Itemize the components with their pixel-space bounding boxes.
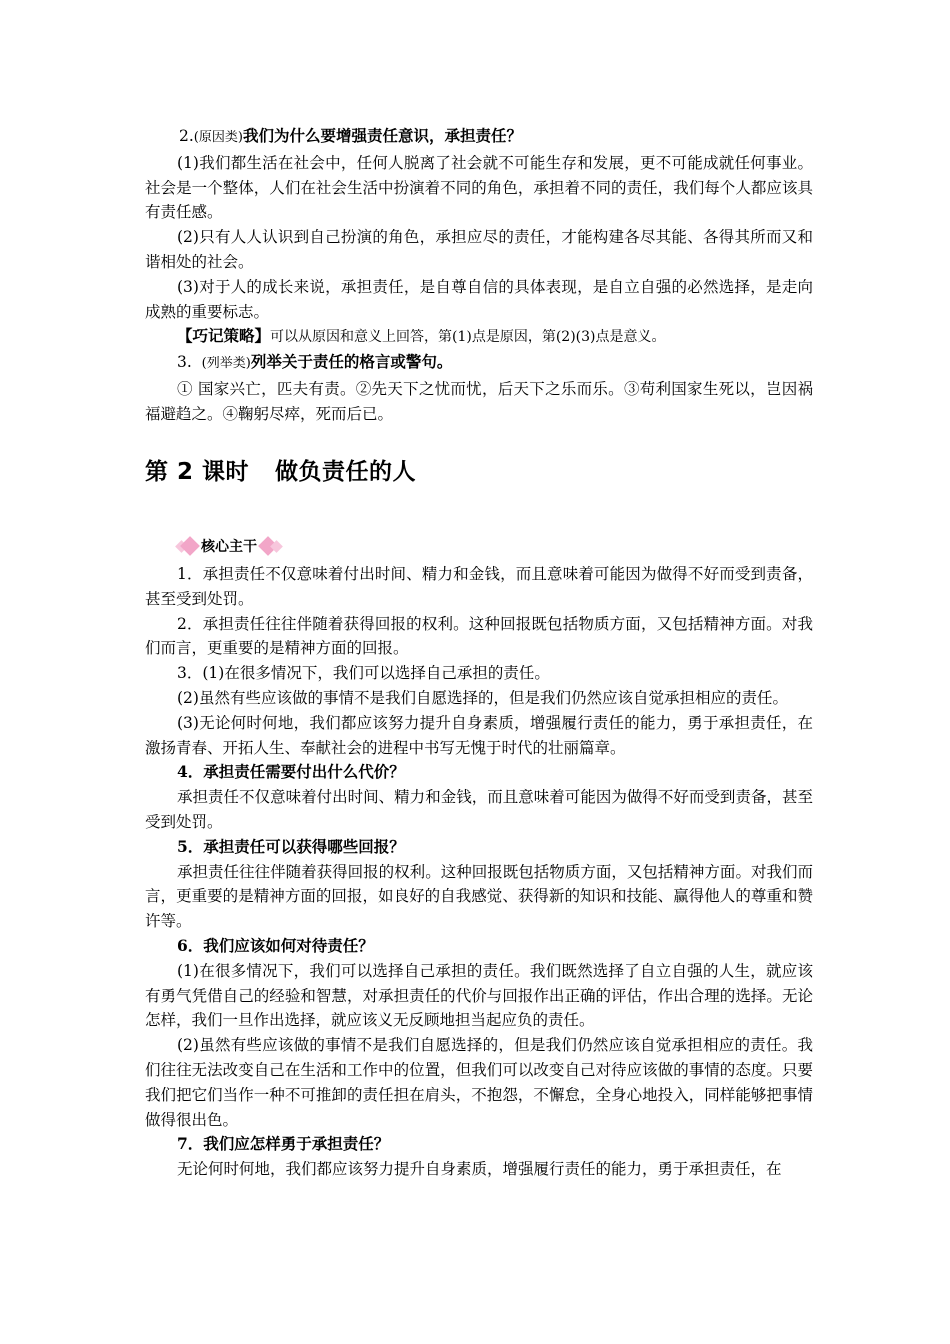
question-4: 4．承担责任需要付出什么代价？ <box>177 762 405 782</box>
answer-6-part-1: (1)在很多情况下，我们可以选择自己承担的责任。我们既然选择了自立自强的人生，就应该有勇气凭借自己的经验和智慧，对承担责任的代价与回报作出正确的评估，作出合理的选择。无论怎样，我们一旦作出选择，就应该义无反顾地担当起应负的责任。 <box>145 961 813 1030</box>
question-text: 列举关于责任的格言或警句。 <box>250 352 453 372</box>
question-type-tag: (原因类) <box>193 130 243 145</box>
core-item: 1．承担责任不仅意味着付出时间、精力和金钱，而且意味着可能因为做得不好而受到责备，甚至受到处罚。 <box>145 565 813 608</box>
core-item: 3．(1)在很多情况下，我们可以选择自己承担的责任。 <box>177 664 550 683</box>
answer-paragraph: (1)我们都生活在社会中，任何人脱离了社会就不可能生存和发展，更不可能成就任何事业。社会是一个整体，人们在社会生活中扮演着不同的角色，承担着不同的责任，我们每个人都应该具有责任感。 <box>145 153 813 222</box>
lesson-name: 做负责任的人 <box>275 459 417 485</box>
answer-6-part-2: (2)虽然有些应该做的事情不是我们自愿选择的，但是我们仍然应该自觉承担相应的责任。我们往往无法改变自己在生活和工作中的位置，但我们可以改变自己对待应该做的事情的态度。只要我们把它们当作一种不可推卸的责任担在肩头，不抱怨，不懈怠，全身心地投入，同样能够把事情做得很出色。 <box>145 1036 813 1129</box>
diamond-icon <box>180 536 200 556</box>
question-5: 5．承担责任可以获得哪些回报？ <box>177 836 405 856</box>
question-6: 6．我们应该如何对待责任？ <box>177 935 374 955</box>
question-text: 我们为什么要增强责任意识，承担责任？ <box>242 126 522 145</box>
answer-5: 承担责任往往伴随着获得回报的权利。这种回报既包括物质方面，又包括精神方面。对我们而言，更重要的是精神方面的回报，如良好的自我感觉、获得新的知识和技能、赢得他人的尊重和赞许等。 <box>145 862 813 931</box>
question-2-block <box>145 124 813 427</box>
core-badge <box>177 535 281 557</box>
answer-4: 承担责任不仅意味着付出时间、精力和金钱，而且意味着可能因为做得不好而受到责备，甚至受到处罚。 <box>145 788 813 831</box>
question-number: 3. <box>177 353 192 372</box>
answer-7: 无论何时何地，我们都应该努力提升自身素质，增强履行责任的能力，勇于承担责任，在 <box>177 1160 782 1179</box>
answer-paragraph: (2)只有人人认识到自己扮演的角色，承担应尽的责任，才能构建各尽其能、各得其所而又和谐相处的社会。 <box>145 228 813 271</box>
memory-tip <box>145 324 813 350</box>
core-content <box>145 562 813 1182</box>
question-3 <box>145 350 813 377</box>
core-item: (2)虽然有些应该做的事情不是我们自愿选择的，但是我们仍然应该自觉承担相应的责任。 <box>177 688 788 707</box>
core-section-header <box>145 535 281 557</box>
core-item: (3)无论何时何地，我们都应该努力提升自身素质，增强履行责任的能力，勇于承担责任，在激扬青春、开拓人生、奉献社会的进程中书写无愧于时代的壮丽篇章。 <box>145 713 813 757</box>
core-badge-label: 核心主干 <box>201 539 257 555</box>
memory-tip-text: 可以从原因和意义上回答，第(1)点是原因，第(2)(3)点是意义。 <box>270 329 666 346</box>
lesson-number: 第 2 课时 <box>145 459 250 485</box>
question-2 <box>145 124 813 151</box>
answer-paragraph: ① 国家兴亡，匹夫有责。②先天下之忧而忧，后天下之乐而乐。③苟利国家生死以，岂因祸福避趋之。④鞠躬尽瘁，死而后已。 <box>145 379 813 423</box>
question-7: 7．我们应怎样勇于承担责任？ <box>177 1134 390 1154</box>
question-type-tag: (列举类) <box>201 356 251 372</box>
question-number: 2. <box>179 127 194 145</box>
answer-paragraph: (3)对于人的成长来说，承担责任，是自尊自信的具体表现，是自立自强的必然选择，是走向成熟的重要标志。 <box>145 277 813 321</box>
lesson-title <box>145 453 416 486</box>
memory-tip-label: 【巧记策略】 <box>177 326 271 346</box>
core-item: 2．承担责任往往伴随着获得回报的权利。这种回报既包括物质方面，又包括精神方面。对我们而言，更重要的是精神方面的回报。 <box>145 614 813 658</box>
